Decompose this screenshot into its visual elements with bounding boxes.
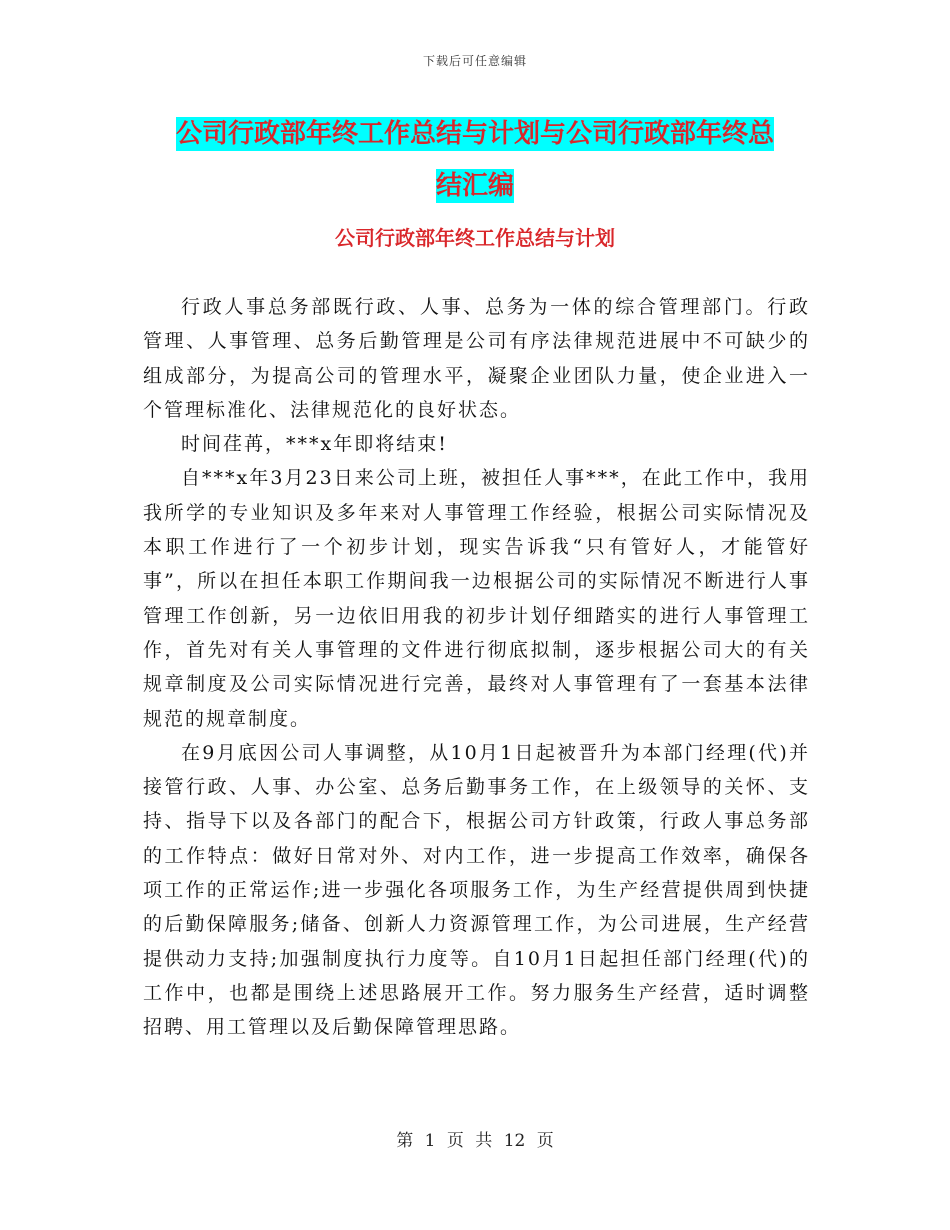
document-title-line2: 结汇编 bbox=[435, 171, 514, 201]
document-body bbox=[143, 290, 810, 1045]
document-title bbox=[140, 108, 810, 212]
page-header: 下载后可任意编辑 bbox=[422, 54, 527, 68]
paragraph: 行政人事总务部既行政、人事、总务为一体的综合管理部门。行政管理、人事管理、总务后勤管理是公司有序法律规范进展中不可缺少的组成部分，为提高公司的管理水平，凝聚企业团队力量，使企业进入一个管理标准化、法律规范化的良好状态。 bbox=[143, 296, 810, 421]
paragraph: 自***x年3月23日来公司上班，被担任人事***，在此工作中，我用我所学的专业知识及多年来对人事管理工作经验，根据公司实际情况及本职工作进行了一个初步计划，现实告诉我“只有管好人，才能管好事”，所以在担任本职工作期间我一边根据公司的实际情况不断进行人事管理工作创新，另一边依旧用我的初步计划仔细踏实的进行人事管理工作，首先对有关人事管理的文件进行彻底拟制，逐步根据公司大的有关规章制度及公司实际情况进行完善，最终对人事管理有了一套基本法律规范的规章制度。 bbox=[143, 467, 810, 730]
paragraph: 时间荏苒，***x年即将结束! bbox=[181, 433, 448, 456]
section-title: 公司行政部年终工作总结与计划 bbox=[335, 226, 615, 250]
paragraph: 在9月底因公司人事调整，从10月1日起被晋升为本部门经理(代)并接管行政、人事、办公室、总务后勤事务工作，在上级领导的关怀、支持、指导下以及各部门的配合下，根据公司方针政策，行政人事总务部的工作特点：做好日常对外、对内工作，进一步提高工作效率，确保各项工作的正常运作;进一步强化各项服务工作，为生产经营提供周到快捷的后勤保障服务;储备、创新人力资源管理工作，为公司进展，生产经营提供动力支持;加强制度执行力度等。自10月1日起担任部门经理(代)的工作中，也都是围绕上述思路展开工作。努力服务生产经营，适时调整招聘、用工管理以及后勤保障管理思路。 bbox=[143, 741, 810, 1039]
document-title-line1: 公司行政部年终工作总结与计划与公司行政部年终总 bbox=[175, 119, 774, 149]
page-number: 第 1 页 共 12 页 bbox=[396, 1131, 554, 1151]
